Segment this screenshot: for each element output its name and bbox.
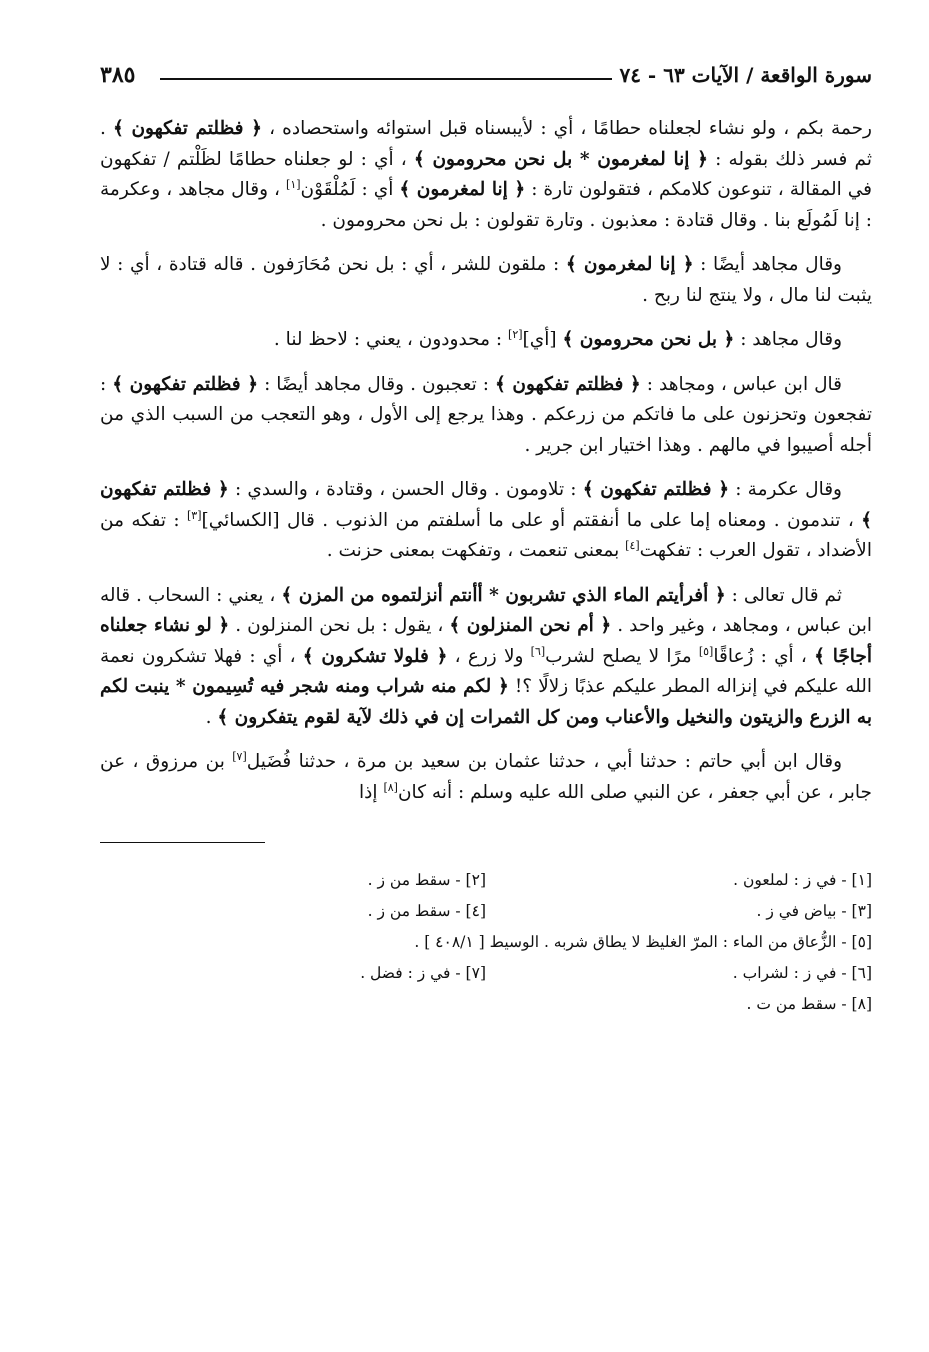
text-run: : تعجبون . وقال مجاهد أيضًا : — [258, 373, 495, 395]
footnote: [٨] - سقط من ت . — [746, 995, 872, 1013]
running-header — [100, 58, 872, 92]
text-run: ولا زرع ، — [447, 645, 531, 667]
quran-verse: ﴿ فظلتم تفكهون ﴾ — [112, 373, 259, 395]
text-run: ، أي : فهلا تشكرون نعمة الله عليكم في إنزاله المطر عليكم عذبًا زلالًا ؟! — [100, 645, 872, 697]
footnote: [٥] - الزُّعاق من الماء : المرّ الغليظ لا يطاق شربه . الوسيط [ ٤٠٨/١ ] . — [414, 933, 872, 951]
footnote: [٤] - سقط من ز . — [367, 902, 486, 920]
text-run: ، أي : زُعاقًا — [713, 645, 815, 667]
footnote: [١] - في ز : لملعون . — [733, 871, 872, 889]
footnote-row — [100, 865, 872, 896]
text-run: ، أي : لو جعلناه حطامًا لظَلْتم / تفكهون في المقالة ، تنوعون كلامكم ، فتقولون تارة : — [100, 148, 872, 200]
quran-verse: ﴿ لو نشاء جعلناه أجاجًا ﴾ — [100, 615, 872, 667]
text-run: وقال ابن أبي حاتم : حدثنا أبي ، حدثنا عثمان بن سعيد بن مرة ، حدثنا فُضَيل — [246, 751, 843, 772]
footnote: [٧] - في ز : فضل . — [360, 964, 486, 982]
footnote-ref: [٥] — [698, 644, 714, 658]
text-run: : تفجعون وتحزنون على ما فاتكم من زرعكم . وهذا يرجع إلى الأول ، وهو التعجب من السبب الذي من أجله أصيبوا في مالهم . وهذا اختيار ابن جرير . — [100, 373, 872, 456]
text-run: . ثم فسر ذلك بقوله : — [100, 118, 872, 170]
quran-verse: ﴿ أفرأيتم الماء الذي تشربون * أأنتم أنزلتموه من المزن ﴾ — [281, 584, 726, 606]
text-run: بمعنى تنعمت ، وتفكهت بمعنى حزنت . — [326, 540, 626, 561]
quran-verse: ﴿ أم نحن المنزلون ﴾ — [449, 615, 612, 636]
footnote-ref: [٨] — [383, 780, 398, 794]
footnote: [٢] - سقط من ز . — [367, 871, 486, 889]
footnote-row — [100, 958, 872, 989]
quran-verse: ﴿ فظلتم تفكهون ﴾ — [100, 479, 872, 531]
text-run: [أي] — [522, 329, 563, 350]
paragraph — [100, 114, 872, 236]
page-number: ٣٨٥ — [100, 62, 136, 88]
footnote-row — [100, 896, 872, 927]
footnote-ref: [٣] — [186, 508, 202, 522]
paragraph — [100, 370, 872, 462]
paragraph — [100, 325, 872, 356]
text-run: ، يعني : السحاب . قاله ابن عباس ، ومجاهد ، وغير واحد . — [100, 584, 872, 636]
text-run: وقال مجاهد أيضًا : — [693, 254, 842, 275]
text-run: قال ابن عباس ، ومجاهد : — [640, 373, 843, 395]
quran-verse: ﴿ إنا لمغرمون * بل نحن محرومون ﴾ — [413, 148, 708, 170]
footnotes — [100, 865, 872, 1020]
header-rule — [160, 78, 612, 80]
footnote-ref: [٤] — [625, 538, 640, 552]
footnote-divider — [100, 842, 265, 843]
page — [100, 58, 872, 1020]
text-run: مرًا لا يصلح لشرب — [545, 645, 699, 667]
footnote-ref: [٧] — [232, 749, 247, 763]
footnote-row — [100, 989, 872, 1020]
text-run: ثم قال تعالى : — [725, 584, 842, 606]
paragraph — [100, 581, 872, 734]
text-run: : تلاومون . وقال الحسن ، وقتادة ، والسدي : — [228, 479, 583, 500]
quran-verse: ﴿ إنا لمغرمون ﴾ — [565, 254, 694, 275]
text-run: : ملقون للشر ، أي : بل نحن مُحَارَفون . قاله قتادة ، أي : لا يثبت لنا مال ، ولا ينتج لنا ربح . — [100, 254, 872, 306]
text-run: رحمة بكم ، ولو نشاء لجعلناه حطامًا ، أي : لأيبسناه قبل استوائه واستحصاده ، — [262, 118, 872, 139]
paragraph — [100, 250, 872, 311]
text-run: وقال عكرمة : — [729, 479, 842, 500]
footnote-ref: [٦] — [530, 644, 546, 658]
quran-verse: ﴿ بل نحن محرومون ﴾ — [562, 329, 735, 350]
footnote: [٣] - بياض في ز . — [756, 902, 872, 920]
paragraph — [100, 475, 872, 567]
text-run: ، يقول : بل نحن المنزلون . — [229, 615, 450, 636]
text-run: أي : لَمُلْقَوْن — [300, 179, 400, 200]
text-run: : تفكه من الأضداد ، تقول العرب : تفكهت — [100, 509, 872, 561]
main-text — [100, 114, 872, 808]
quran-verse: ﴿ إنا لمغرمون ﴾ — [399, 179, 526, 200]
footnote-row — [100, 927, 872, 958]
text-run: . — [205, 706, 218, 728]
text-run: ، تندمون . ومعناه إما على ما أنفقتم أو على ما أسلفتم من الذنوب . قال [الكسائي] — [201, 509, 862, 531]
footnote-ref: [٢] — [508, 327, 523, 341]
text-run: : محدودون ، يعني : لاحظ لنا . — [273, 329, 509, 350]
footnote-ref: [١] — [286, 177, 301, 191]
chapter-title: سورة الواقعة / الآيات ٦٣ - ٧٤ — [619, 63, 872, 87]
quran-verse: ﴿ فلولا تشكرون ﴾ — [302, 645, 448, 667]
quran-verse: ﴿ لكم منه شراب ومنه شجر فيه تُسِيمون * ينبت لكم به الزرع والزيتون والنخيل والأعناب ومن كل الثمرات إن في ذلك لآية لقوم يتفكرون ﴾ — [100, 676, 872, 728]
paragraph — [100, 747, 872, 808]
text-run: بن مرزوق ، عن جابر ، عن أبي جعفر ، عن النبي صلى الله عليه وسلم : أنه كان — [100, 751, 872, 803]
text-run: ، وقال مجاهد ، وعكرمة : إنا لَمُولَع بنا . وقال قتادة : معذبون . وتارة تقولون : بل نحن محرومون . — [100, 179, 872, 231]
footnote: [٦] - في ز : لشراب . — [732, 964, 872, 982]
text-run: وقال مجاهد : — [734, 329, 842, 350]
text-run: إذا — [359, 781, 384, 803]
quran-verse: ﴿ فظلتم تفكهون ﴾ — [112, 118, 263, 139]
quran-verse: ﴿ فظلتم تفكهون ﴾ — [494, 373, 641, 395]
quran-verse: ﴿ فظلتم تفكهون ﴾ — [582, 479, 730, 500]
